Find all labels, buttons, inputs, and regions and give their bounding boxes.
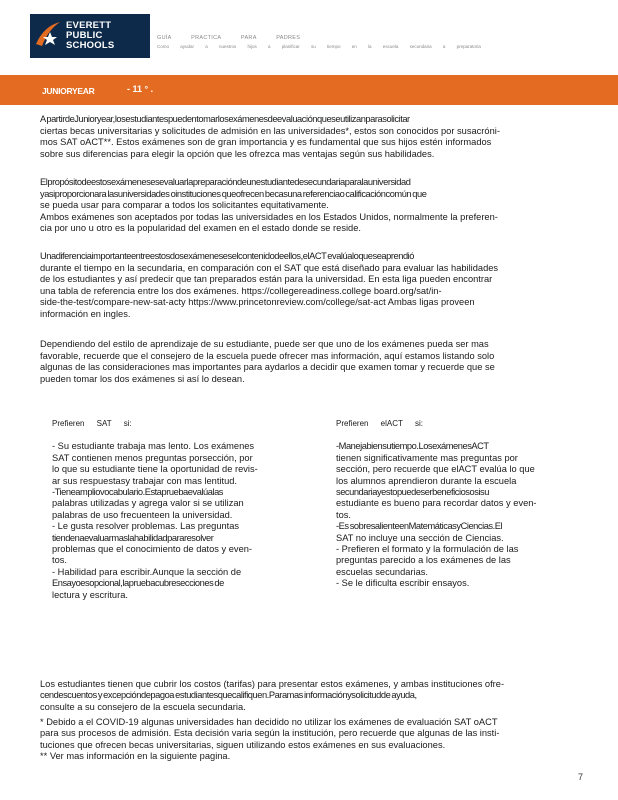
text-line: yasiproporcionara lasuniversidades oinstituciones queofrecen becasuna referenciao calificacióncomún que [40,188,427,199]
list-line: los alumnos aprendieron durante la escuela [336,475,517,486]
sat-reasons-column [52,418,292,601]
sat-column-heading: Prefieren SAT si: [52,419,132,428]
text-line: durante el tiempo en la secundaria, en comparación con el SAT que está diseñado para evaluar las habilidades [40,262,499,273]
text-line: información en ingles. [40,308,131,319]
footnote-line: ** Ver mas información en la siguiente pagina. [40,751,231,762]
learning-style-paragraph [40,339,588,385]
list-line: - Su estudiante trabaja mas lento. Los exámenes [52,441,255,452]
list-line: -Es sobresalienteenMatemáticasyCiencias.El [336,521,503,532]
logo-line: SCHOOLS [66,40,115,51]
text-line: Elpropósitodeestosexámenesesevaluarlapreparacióndeunestudiantedesecundariaparalauniversidad [40,177,411,187]
text-line: de los estudiantes y así predecir que tan preparados están para la universidad. En esta liga pueden encontrar [40,274,493,284]
logo-line: EVERETT [66,20,112,31]
star-swoosh-icon [30,14,66,58]
intro-paragraph [40,114,588,160]
text-line: cendescuentos y excepcióndepagoa estudiantesquecalifiquen.Paramas informaciónysolicitudde ayuda, [40,690,417,701]
list-line: palabras de uso frecuenteen la universidad. [52,509,233,520]
list-line: ar sus respuestasy trabajar con mas lentitud. [52,475,237,486]
footnote-line: para sus procesos de admisión. Esta decisión varia según la institución, pero recuerde que algunas de las insti- [40,728,500,739]
list-line: tienen significativamente mas preguntas por [336,452,518,463]
everett-public-schools-logo [30,14,150,58]
text-line: Dependiendo del estilo de aprendizaje de su estudiante, puede ser que uno de los exámenes pueda ser mas [40,339,489,349]
list-line: - Habilidad para escribir.Aunque la sección de [52,566,242,577]
text-line: A partirdeJunioryear,losestudiantespuedentomarlosexámenesdeevaluaciónqueseutilizanparasolicitar [40,114,410,124]
act-column-heading: Prefieren elACT si: [336,419,423,428]
list-line: tos. [336,509,351,520]
purpose-paragraph [40,177,588,235]
text-line: Los estudiantes tienen que cubrir los costos (tarifas) para presentar estos exámenes, y ambas instituciones ofre- [40,679,505,689]
footnote-line: tuciones que ofrecen becas universitarias, siguen utilizando estos exámenes en sus evaluaciones. [40,739,446,750]
list-line: - Prefieren el formato y la formulación de las [336,544,519,555]
list-line: -Tieneampliovocabulario.Estapruebaevalúalas [52,487,224,498]
list-line: SAT contienen menos preguntas porsección, por [52,452,253,463]
page-number: 7 [578,772,584,782]
text-line: ciertas becas universitarias y solicitudes de admisión en las universidades*, estos son conocidos por susacróni- [40,125,500,136]
list-line: problemas que el conocimiento de datos y even- [52,544,253,555]
text-line: algunas de las consideraciones mas importantes para aydarlos a decidir que examen tomar y recuerde que se [40,362,495,372]
list-line: secundariayestopuedeserbeneficiososisu [336,487,489,498]
list-line: - Se le dificulta escribir ensayos. [336,578,470,589]
logo-line: PUBLIC [66,30,103,41]
list-line: estudiante es bueno para recordar datos y even- [336,498,537,509]
list-line: Ensayoesopcional,lapruebacubresecciones de [52,578,224,589]
list-line: -Manejabiensutiempo.LosexámenesACT [336,441,489,452]
text-line: side-the-test/compare-new-sat-acty https://www.princetonreview.com/college/sat-act Ambas ligas proveen [40,297,475,307]
list-line: preguntas parecido a los exámenes de las [336,555,511,566]
list-line: - Le gusta resolver problemas. Las preguntas [52,521,240,532]
list-line: escuelas secundarias. [336,566,428,577]
act-reasons-column [336,418,576,590]
grade-number: - 11 ° . [127,84,154,94]
costs-paragraph [40,679,588,713]
list-line: lo que su estudiante tiene la oportunidad de revis- [52,464,258,475]
text-line: Ambos exámenes son aceptados por todas las universidades en los Estados Unidos, normalmente la preferen- [40,211,498,222]
text-line: favorable, recuerde que el consejero de la escuela puede ofrecer mas información, aquí estamos listando solo [40,350,495,361]
list-line: tiendenaevaluarmaslahabilidadpararesolver [52,532,214,543]
text-line: mos SAT oACT**. Estos exámenes son de gran importancia y es fundamental que sus hijos estén informados [40,137,492,147]
text-line: cia por uno u otro es la popularidad del examen en el estado donde se reside. [40,223,361,233]
list-line: sección, pero recuerde que elACT evalúa lo que [336,464,535,475]
text-line: sobre sus diferencias para elegir la opción que les ofrezca mas ventajas según sus habilidades. [40,148,435,159]
guide-title [157,35,481,49]
text-line: pueden tomar los dos exámenes si así lo desean. [40,373,245,384]
guide-title-line2: Como ayudar a nuestros hijos a planificar su tiempo en la escuela secundaria a preparatoria [157,44,481,49]
logo-wordmark [66,21,114,51]
footnote-line: * Debido a el COVID-19 algunas universidades han decidido no utilizar los exámenes de evaluación SAT oACT [40,717,498,727]
text-line: consulte a su consejero de la escuela secundaria. [40,701,246,712]
footnotes [40,717,588,763]
text-line: se pueda usar para comparar a todos los solicitantes equitativamente. [40,200,329,210]
list-line: SAT no incluye una sección de Ciencias. [336,532,504,543]
list-line: lectura y escritura. [52,589,128,600]
difference-paragraph [40,251,588,320]
section-label: JUNIORYEAR [42,86,95,96]
text-line: Unadiferenciaimportanteentreestosdosexámeneseselcontenidodeellos,elACT evalúaloqueseaprendió [40,251,414,261]
list-line: palabras utilizadas y agrega valor si se utilizan [52,498,244,509]
list-line: tos. [52,555,67,566]
guide-title-line1: GUÍA PRACTICA PARA PADRES [157,35,301,41]
text-line: una tabla de referencia entre los dos exámenes. https://collegereadiness.college board.org/sat/in- [40,285,442,296]
